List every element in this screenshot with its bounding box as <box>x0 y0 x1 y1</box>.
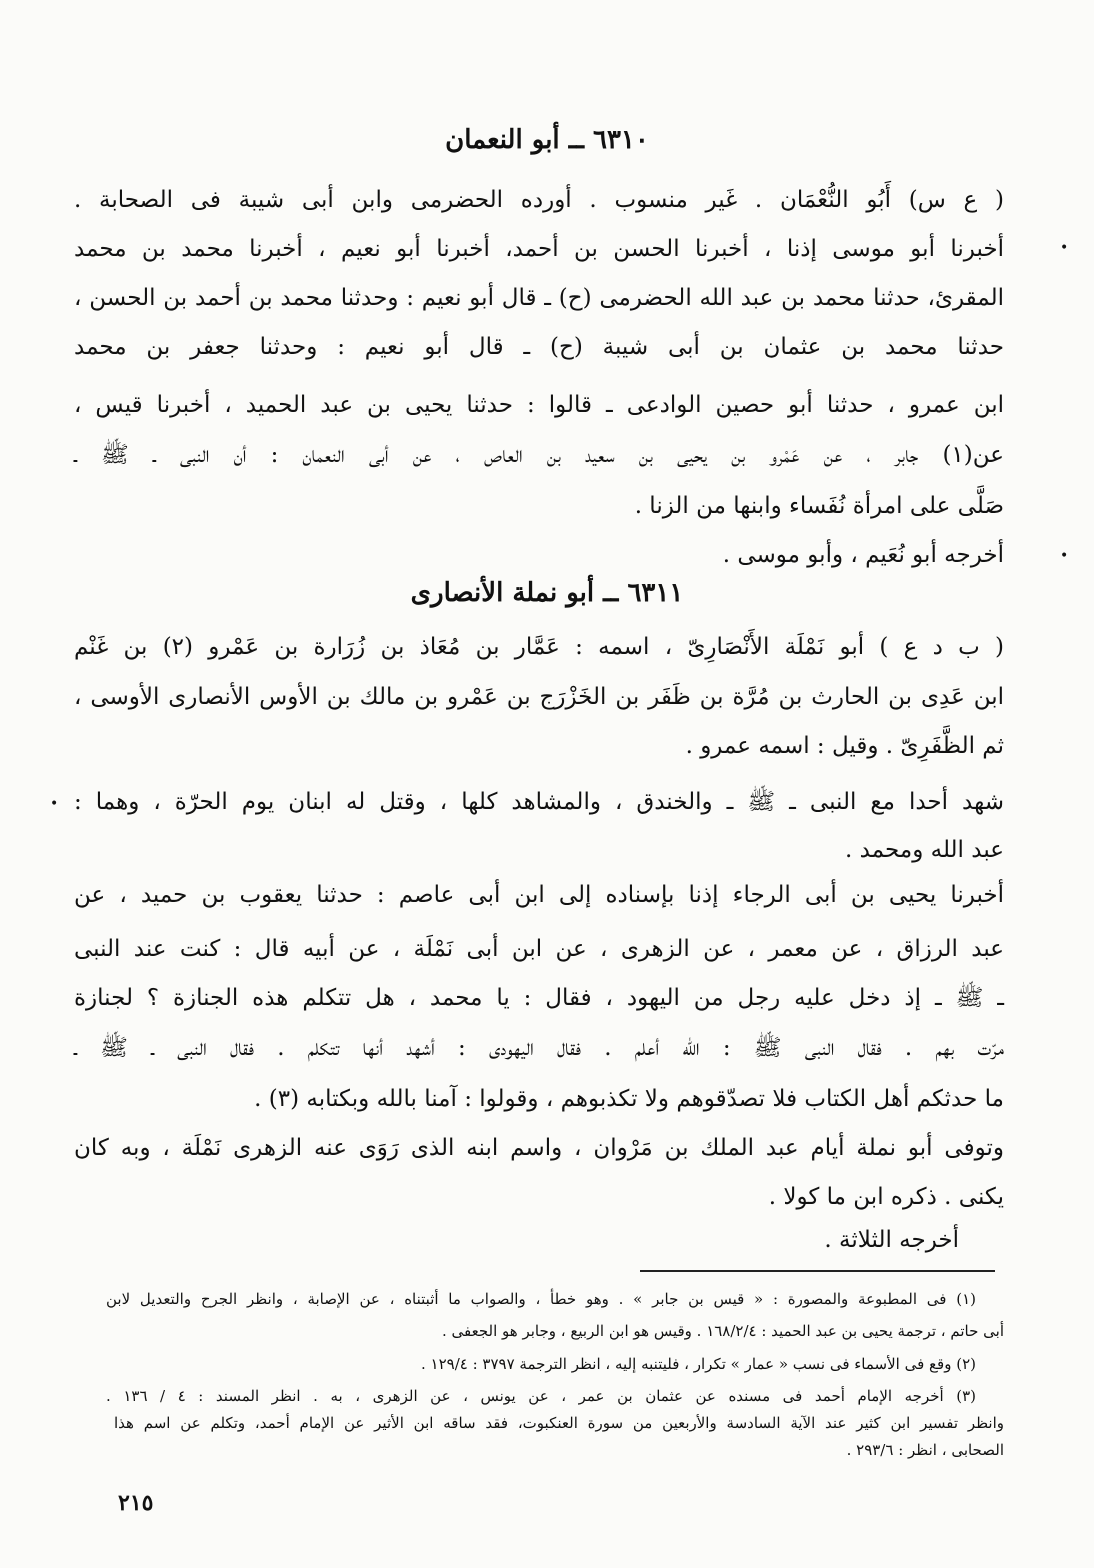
footnote-line: (٣) أخرجه الإمام أحمد فى مسنده عن عثمان بن عمر ، عن يونس ، عن الزهرى ، به . انظر المسند : ٤ / ١٣٦ . <box>106 1387 976 1405</box>
entry-text-line: أخبرنا أبو موسى إذنا ، أخبرنا الحسن بن أحمد، أخبرنا أبو نعيم ، أخبرنا محمد بن محمد <box>74 236 1004 262</box>
entry-text-line: عبد الرزاق ، عن معمر ، عن الزهرى ، عن ابن أبى نَمْلَة ، عن أبيه قال : كنت عند النبى <box>74 936 1004 962</box>
entry-text-line: ثم الظَّفَرِىّ . وقيل : اسمه عمرو . <box>685 733 1004 759</box>
entry-text-line: المقرئ، حدثنا محمد بن عبد الله الحضرمى (ح) ـ قال أبو نعيم : وحدثنا محمد بن أحمد بن الحسن ، <box>74 285 1004 311</box>
entry-text-line: يكنى . ذكره ابن ما كولا . <box>768 1184 1004 1210</box>
page-number: ٢١٥ <box>118 1490 154 1516</box>
margin-mark: • <box>1060 240 1069 256</box>
footnote-line: (٢) وقع فى الأسماء فى نسب « عمار » تكرار ، فليتنبه إليه ، انظر الترجمة ٣٧٩٧ : ١٢٩/٤ . <box>421 1355 976 1373</box>
entry-heading: ٦٣١٠ ــ أبو النعمان <box>445 125 649 155</box>
entry-text-line: ابن عَدِى بن الحارث بن مُرَّة بن ظَفَر بن الخَزْرَج بن عَمْرو بن مالك بن الأوس الأنصارى الأوسى ، <box>74 684 1004 710</box>
entry-text-line: أخرجه أبو نُعَيم ، وأبو موسى . <box>722 542 1004 568</box>
entry-text-line: وتوفى أبو نملة أيام عبد الملك بن مَرْوان ، واسم ابنه الذى رَوَى عنه الزهرى نَمْلَة ، وبه كان <box>74 1135 1004 1161</box>
entry-text-line: عبد الله ومحمد . <box>845 837 1004 863</box>
entry-text-line: مرّت بهم . فقال النبى ﷺ : الله أعلم . فقال اليهودى : أشهد أنها تتكلم . فقال النبى ـ ﷺ ـ <box>74 1035 1004 1061</box>
entry-text-line: شهد أحدا مع النبى ـ ﷺ ـ والخندق ، والمشاهد كلها ، وقتل له ابنان يوم الحرّة ، وهما : <box>74 789 1004 815</box>
entry-heading: ٦٣١١ ــ أبو نملة الأنصارى <box>410 578 684 608</box>
entry-text-line: ( ب د ع ) أبو نَمْلَة الأَنْصَارِىّ ، اسمه : عَمَّار بن مُعَاذ بن زُرَارة بن عَمْرو (٢) بن غَنْم <box>74 634 1004 660</box>
entry-text-line: عن(١) جابر ، عن عَمْرو بن يحيى بن سعيد بن العاص ، عن أبى النعمان : أن النبى ـ ﷺ ـ <box>74 442 1004 468</box>
entry-text-line: حدثنا محمد بن عثمان بن أبى شيبة (ح) ـ قال أبو نعيم : وحدثنا جعفر بن محمد <box>74 334 1004 360</box>
entry-text-line: ابن عمرو ، حدثنا أبو حصين الوادعى ـ قالوا : حدثنا يحيى بن عبد الحميد ، أخبرنا قيس ، <box>74 392 1004 418</box>
entry-text-line: أخبرنا يحيى بن أبى الرجاء إذنا بإسناده إلى ابن أبى عاصم : حدثنا يعقوب بن حميد ، عن <box>74 882 1004 908</box>
footnote-line: الصحابى ، انظر : ٢٩٣/٦ . <box>846 1441 1004 1459</box>
footnote-line: (١) فى المطبوعة والمصورة : « قيس بن جابر » . وهو خطأ ، والصواب ما أثبتناه ، عن الإصابة ، وانظر الجرح والتعديل لابن <box>106 1290 976 1308</box>
footnote-line: أبى حاتم ، ترجمة يحيى بن عبد الحميد : ١٦٨/٢/٤ . وقيس هو ابن الربيع ، وجابر هو الجعفى . <box>442 1322 1004 1340</box>
entry-text-line: ما حدثكم أهل الكتاب فلا تصدّقوهم ولا تكذبوهم ، وقولوا : آمنا بالله وبكتابه (٣) . <box>254 1086 1004 1112</box>
footnote-divider <box>640 1270 995 1272</box>
entry-text-line: أخرجه الثلاثة . <box>824 1227 959 1253</box>
margin-mark: • <box>1060 548 1069 564</box>
margin-mark: • <box>50 796 59 812</box>
entry-text-line: ( ع س) أَبُو النُّعْمَان . غَير منسوب . أورده الحضرمى وابن أبى شيبة فى الصحابة . <box>74 187 1004 213</box>
entry-text-line: صَلَّى على امرأة نُفَساء وابنها من الزنا . <box>634 493 1004 519</box>
footnote-line: وانظر تفسير ابن كثير عند الآية السادسة والأربعين من سورة العنكبوت، فقد ساقه ابن الأثير عن الإمام أحمد، وتكلم عن اسم هذا <box>114 1414 1004 1432</box>
entry-text-line: ـ ﷺ ـ إذ دخل عليه رجل من اليهود ، فقال : يا محمد ، هل تتكلم هذه الجنازة ؟ لجنازة <box>74 985 1004 1011</box>
